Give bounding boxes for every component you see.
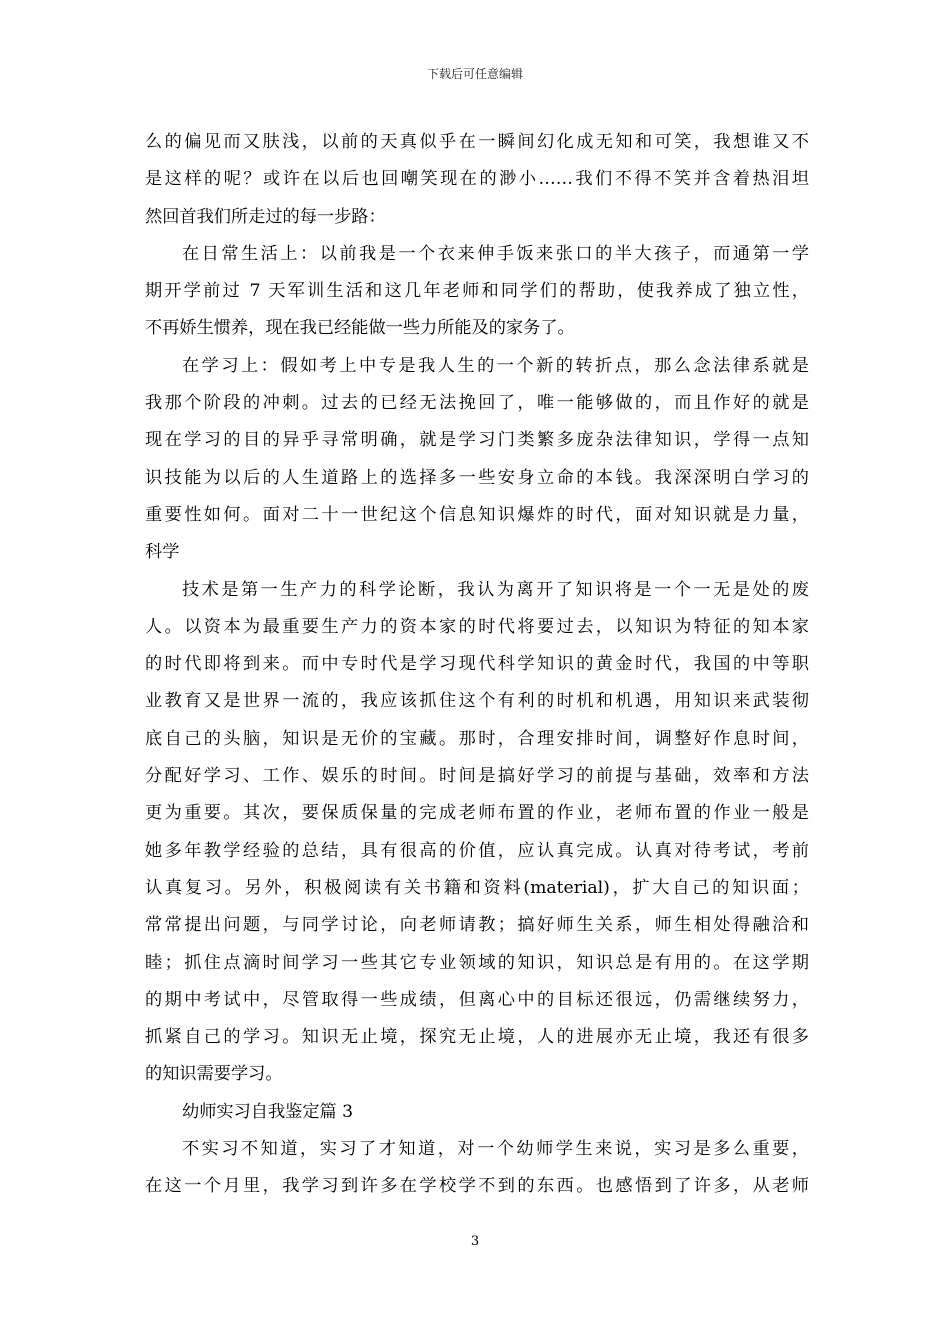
text-line: 我那个阶段的冲刺。过去的已经无法挽回了，唯一能够做的，而且作好的就是	[145, 393, 809, 414]
text-line: 常常提出问题，与同学讨论，向老师请教；搞好师生关系，师生相处得融洽和	[145, 915, 809, 936]
text-line: 更为重要。其次，要保质保量的完成老师布置的作业，老师布置的作业一般是	[145, 803, 809, 824]
paragraph-first-line: 在日常生活上：以前我是一个衣来伸手饭来张口的半大孩子，而通第一学	[182, 243, 809, 264]
text-line: 底自己的头脑，知识是无价的宝藏。那时，合理安排时间，调整好作息时间，	[145, 728, 809, 749]
text-line: 认真复习。另外，积极阅读有关书籍和资料(material)，扩大自己的知识面；	[145, 877, 809, 898]
text-line: 是这样的呢？或许在以后也回嘲笑现在的渺小……我们不得不笑并含着热泪坦	[145, 169, 809, 190]
text-line: 现在学习的目的异乎寻常明确，就是学习门类繁多庞杂法律知识，学得一点知	[145, 430, 809, 451]
text-line: 人。以资本为最重要生产力的资本家的时代将要过去，以知识为特征的知本家	[145, 616, 809, 637]
text-line: 科学	[145, 542, 180, 563]
paragraph-first-line: 技术是第一生产力的科学论断，我认为离开了知识将是一个一无是处的废	[182, 579, 809, 600]
text-line: 的时代即将到来。而中专时代是学习现代科学知识的黄金时代，我国的中等职	[145, 654, 809, 675]
section-heading: 幼师实习自我鉴定篇 3	[182, 1101, 354, 1122]
text-line: 然回首我们所走过的每一步路：	[145, 206, 386, 227]
text-line: 么的偏见而又肤浅，以前的天真似乎在一瞬间幻化成无知和可笑，我想谁又不	[145, 132, 809, 152]
text-line: 的期中考试中，尽管取得一些成绩，但离心中的目标还很远，仍需继续努力，	[145, 989, 809, 1010]
text-line: 睦；抓住点滴时间学习一些其它专业领域的知识，知识总是有用的。在这学期	[145, 952, 809, 973]
text-line: 期开学前过 7 天军训生活和这几年老师和同学们的帮助，使我养成了独立性，	[145, 281, 809, 302]
page-number: 3	[470, 1234, 480, 1249]
page-header: 下载后可任意编辑	[426, 67, 523, 81]
text-line: 抓紧自己的学习。知识无止境，探究无止境，人的进展亦无止境，我还有很多	[145, 1027, 809, 1048]
text-line: 的知识需要学习。	[145, 1064, 283, 1085]
text-line: 在这一个月里，我学习到许多在学校学不到的东西。也感悟到了许多，从老师	[145, 1176, 809, 1197]
paragraph-first-line: 不实习不知道，实习了才知道，对一个幼师学生来说，实习是多么重要，	[182, 1139, 809, 1160]
text-line: 不再娇生惯养，现在我已经能做一些力所能及的家务了。	[145, 318, 575, 339]
text-line: 识技能为以后的人生道路上的选择多一些安身立命的本钱。我深深明白学习的	[145, 467, 809, 488]
paragraph-first-line: 在学习上：假如考上中专是我人生的一个新的转折点，那么念法律系就是	[182, 355, 809, 376]
body-text	[145, 124, 809, 1206]
text-line: 业教育又是世界一流的，我应该抓住这个有利的时机和机遇，用知识来武装彻	[145, 691, 809, 712]
text-line: 重要性如何。面对二十一世纪这个信息知识爆炸的时代，面对知识就是力量，	[145, 504, 809, 525]
text-line: 她多年教学经验的总结，具有很高的价值，应认真完成。认真对待考试，考前	[145, 840, 809, 861]
text-line: 分配好学习、工作、娱乐的时间。时间是搞好学习的前提与基础，效率和方法	[145, 766, 809, 787]
